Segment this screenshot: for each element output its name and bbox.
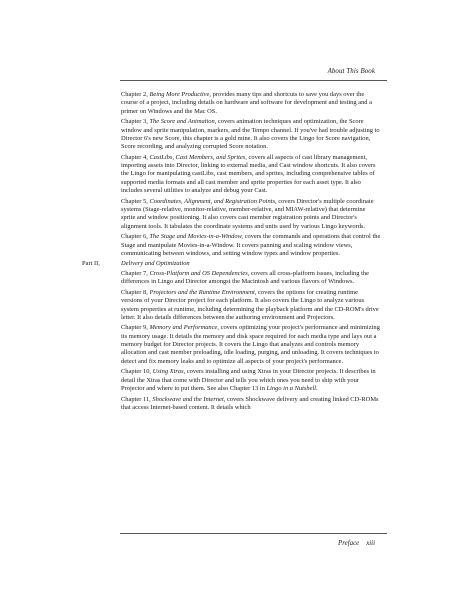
chapter-7-paragraph: Chapter 7, Cross-Platform and OS Dependencies, covers all cross-platform issues, including the differences in Lingo and Director amongst the Macintosh and various flavors of Windows. bbox=[121, 270, 369, 286]
chapter-2-paragraph: Chapter 2, Being More Productive, provides many tips and shortcuts to save you days over the course of a project, including details on hardware and software for development and testing and a primer on Windows and the Mac OS. bbox=[121, 91, 372, 115]
chapter-3-paragraph: Chapter 3, The Score and Animation, covers animation techniques and optimization, the Score window and sprite manipulation, markers, and the Tempo channel. If you've had trouble adjusting to Director 6's new Score, this chapter is a gold mine. It also covers the Lingo for Score navigation, Score recording, and analyzing corrupted Score notation. bbox=[121, 118, 380, 151]
chapter-5-paragraph: Chapter 5, Coordinates, Alignment, and Registration Points, covers Director's multiple coordinate systems (Stage-relative, monitor-relative, member-relative, and MIAW-relative) that determine sprite and window positioning. It also covers cast member registration points and Director's alignment tools. It tabulates the coordinate systems and units used by various Lingo keywords. bbox=[121, 197, 374, 230]
chapter-8-paragraph: Chapter 8, Projectors and the Runtime Environment, covers the options for creating runtime versions of your Director project for each platform. It also covers the Lingo to analyze various system properties at runtime, including determining the playback platform and the CD-ROM's drive letter. It also details differences between the authoring environment and Projectors. bbox=[121, 288, 379, 321]
chapter-9-paragraph: Chapter 9, Memory and Performance, covers optimizing your project's performance and minimizing its memory usage. It details the memory and disk space required for each media type and lays out a memory budget for Director projects. It covers the Lingo that analyzes and controls memory allocation and cast member preloading, idle loading, purging, and unloading. It covers techniques to detect and fix memory leaks and to optimize all aspects of your project's performance. bbox=[121, 324, 380, 365]
footer-label: Preface bbox=[338, 540, 360, 547]
part-heading: Part II, Delivery and Optimization bbox=[82, 260, 190, 268]
chapter-10-paragraph: Chapter 10, Using Xtras, covers installing and using Xtras in your Director projects. It describes in detail the Xtras that come with Director and tells you which ones you need to ship with your Projector and where to put them. See also Chapter 13 in Lingo in a Nutshell. bbox=[121, 368, 376, 393]
body-text bbox=[82, 91, 381, 414]
chapter-6-paragraph: Chapter 6, The Stage and Movies-in-a-Window, covers the commands and operations that control the Stage and manipulate Movies-in-a-Window. It covers panning and scaling window views, communicating between windows, and setting window types and window properties. bbox=[121, 233, 381, 257]
page-number: xiii bbox=[366, 540, 375, 547]
running-foot bbox=[338, 540, 375, 547]
running-head: About This Book bbox=[327, 68, 375, 75]
chapter-11-paragraph: Chapter 11, Shockwave and the Internet, covers Shockwave delivery and creating linked CD-ROMs that access Internet-based content. It details which bbox=[121, 395, 379, 411]
footer-rule bbox=[120, 533, 387, 534]
chapter-4-paragraph: Chapter 4, CastLibs, Cast Members, and Sprites, covers all aspects of cast library management, importing assets into Director, linking to external media, and Cast window shortcuts. It also covers the Lingo for manipulating castLibs, cast members, and sprites, including comprehensive tables of supported media formats and all cast member and sprite properties for each asset type. It also includes several utilities to analyze and debug your Cast. bbox=[121, 153, 376, 195]
header-rule bbox=[120, 80, 387, 81]
